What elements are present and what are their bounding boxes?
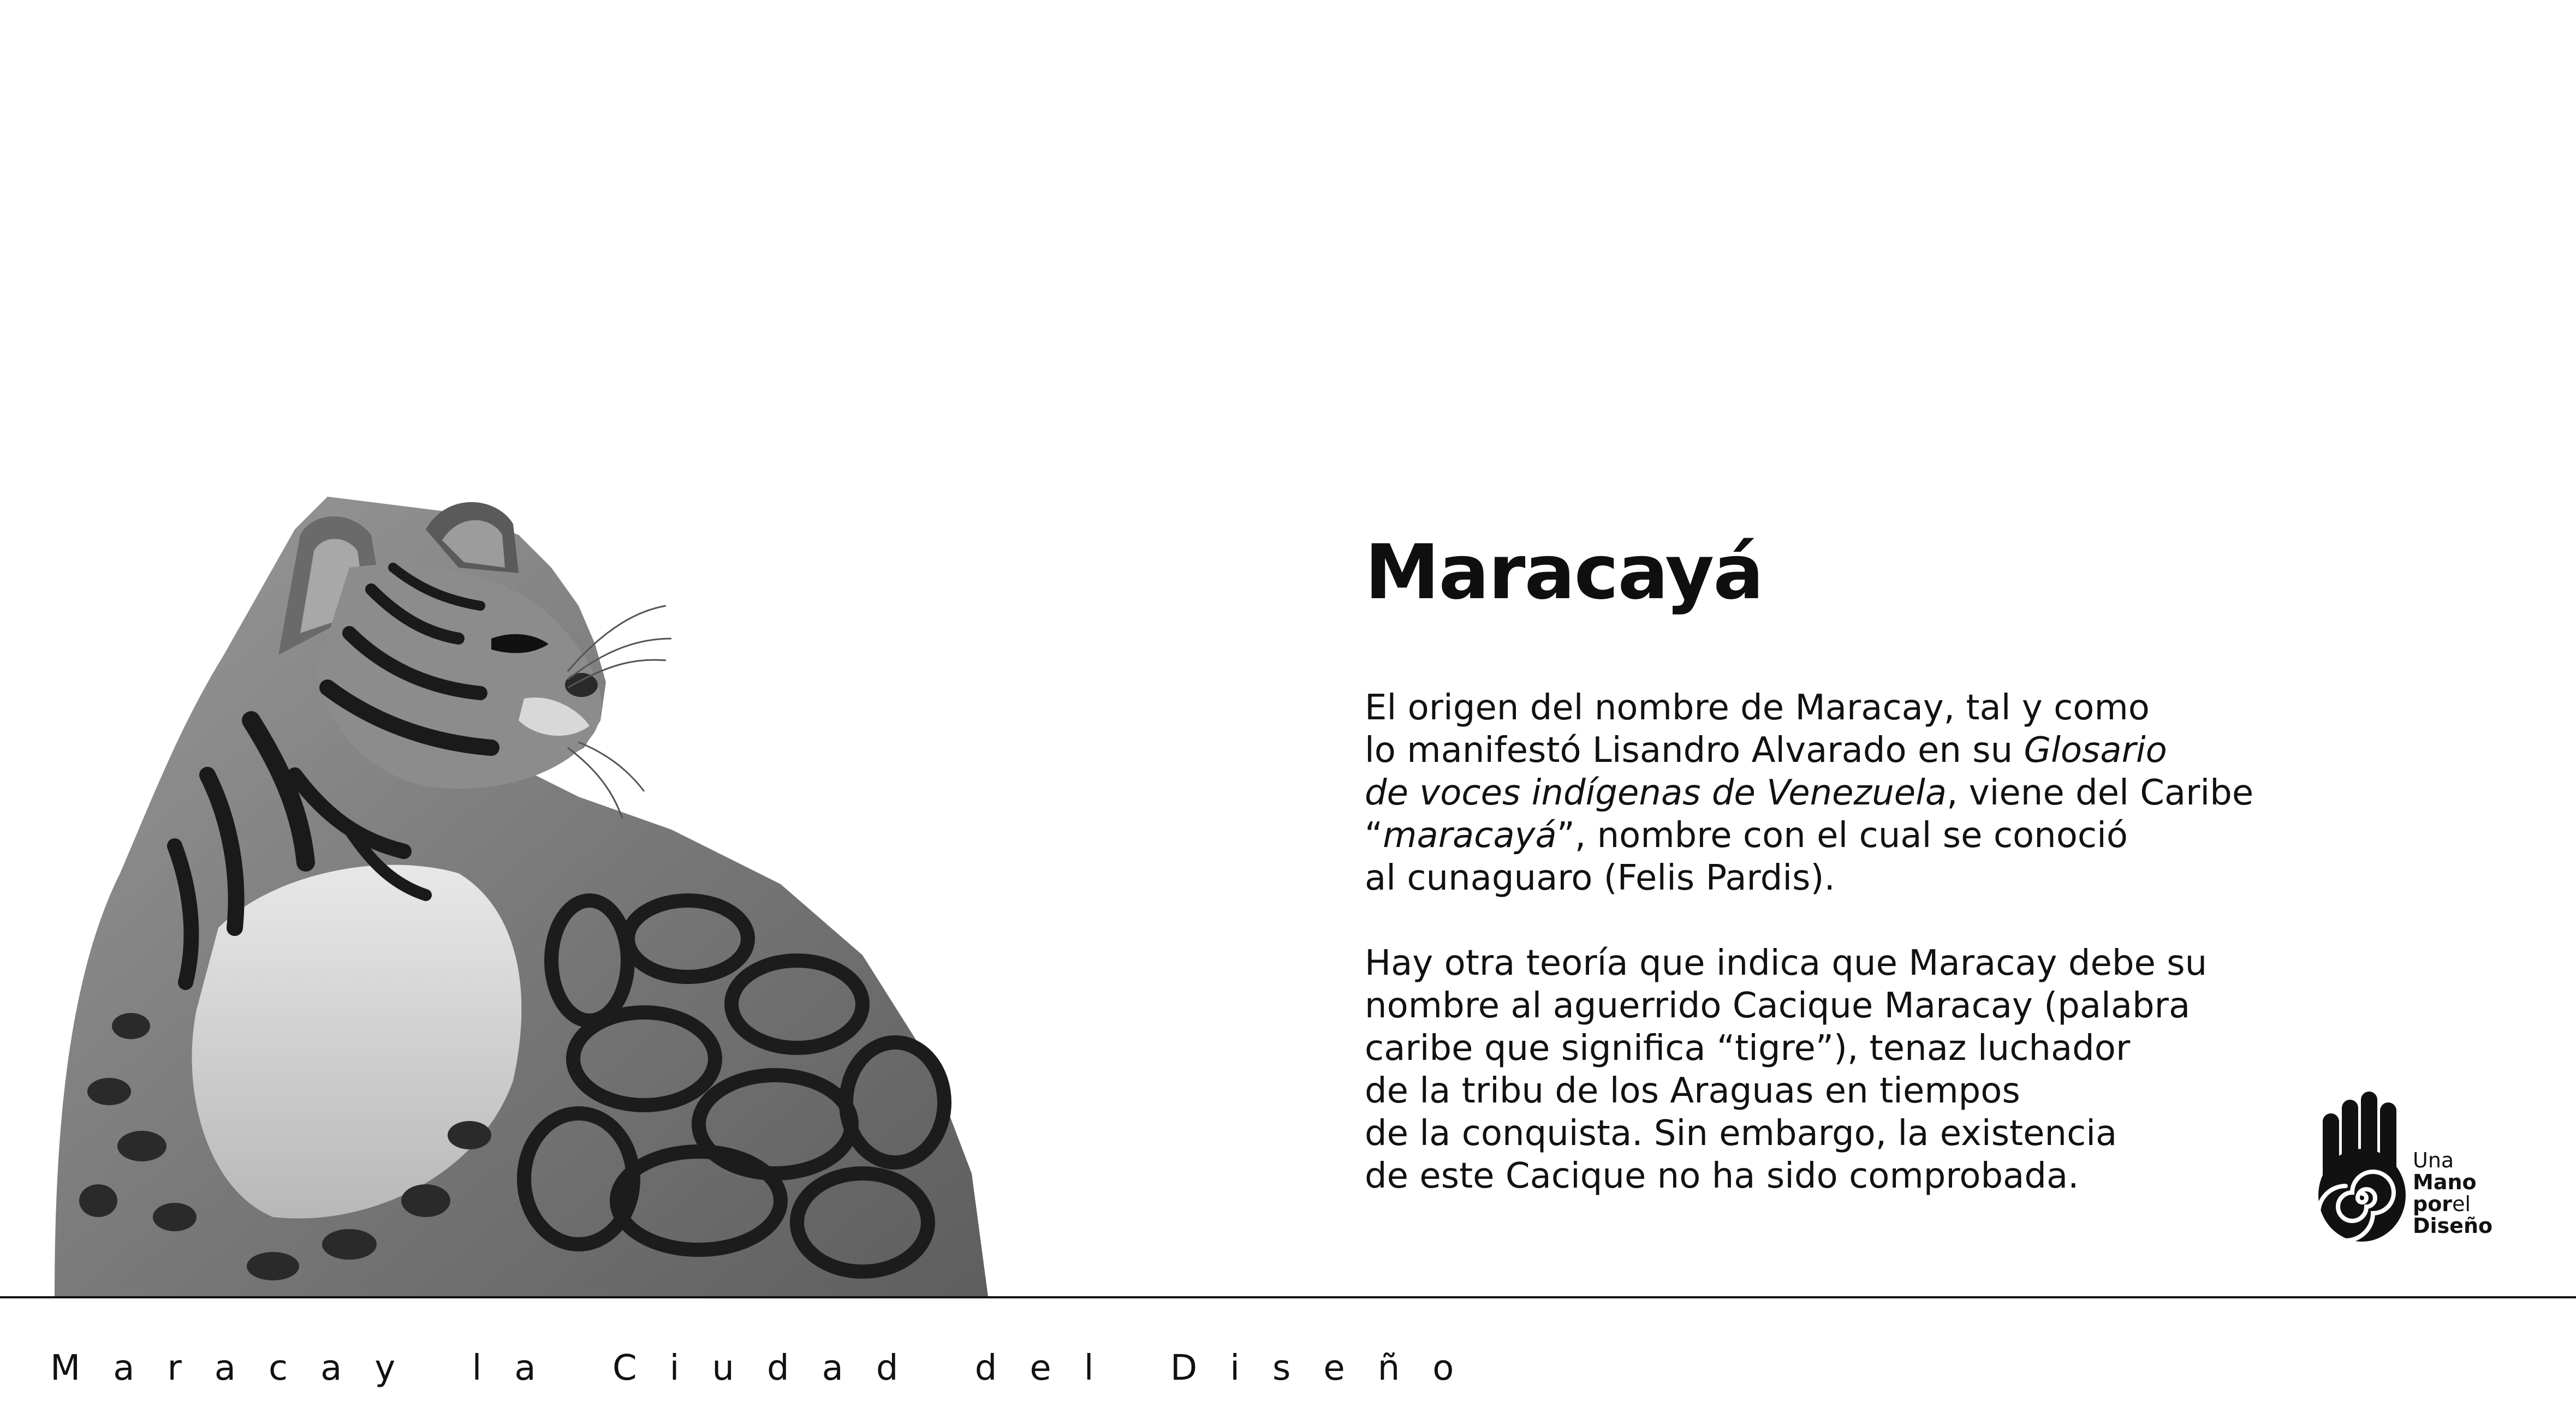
text-line (1365, 729, 2293, 772)
ocelot-image (44, 491, 1004, 1299)
text-span: ”, nombre con el cual se conoció (1556, 815, 2128, 856)
footer-divider (0, 1296, 2576, 1298)
footer-tagline: Maracay la Ciudad del Diseño (50, 1348, 1487, 1388)
text-line: El origen del nombre de Maracay, tal y como (1365, 688, 2150, 728)
text-line (1365, 772, 2293, 814)
text-span-italic: maracayá (1383, 815, 1557, 856)
page-title: Maracayá (1365, 528, 1763, 616)
logo-word-regular: el (2452, 1192, 2471, 1216)
text-line: caribe que significa “tigre”), tenaz luchador (1365, 1028, 2131, 1069)
logo-text (2413, 1149, 2492, 1237)
text-span: , viene del Caribe (1947, 773, 2254, 813)
main-content (1365, 528, 2293, 1197)
text-span-italic: Glosario (2024, 730, 2167, 771)
text-line: de este Cacique no ha sido comprobada. (1365, 1156, 2079, 1196)
paragraph-theory (1365, 942, 2293, 1197)
text-line: al cunaguaro (Felis Pardis). (1365, 858, 1835, 898)
text-line: nombre al aguerrido Cacique Maracay (palabra (1365, 986, 2191, 1026)
hand-spiral-icon (2317, 1092, 2413, 1244)
text-line (1365, 814, 2293, 857)
text-line: de la conquista. Sin embargo, la existencia (1365, 1113, 2117, 1154)
logo-word: Mano (2413, 1170, 2477, 1194)
logo-word-bold: por (2413, 1192, 2453, 1216)
logo (2317, 1092, 2514, 1250)
text-line: Hay otra teoría que indica que Maracay debe su (1365, 943, 2208, 983)
logo-word: Una (2413, 1148, 2454, 1172)
text-span: lo manifestó Lisandro Alvarado en su (1365, 730, 2024, 771)
text-span-italic: de voces indígenas de Venezuela (1365, 773, 1947, 813)
paragraph-origin (1365, 687, 2293, 899)
logo-word (2413, 1193, 2492, 1215)
text-line: de la tribu de los Araguas en tiempos (1365, 1071, 2020, 1111)
logo-word: Diseño (2413, 1214, 2493, 1238)
text-span: “ (1365, 815, 1383, 856)
